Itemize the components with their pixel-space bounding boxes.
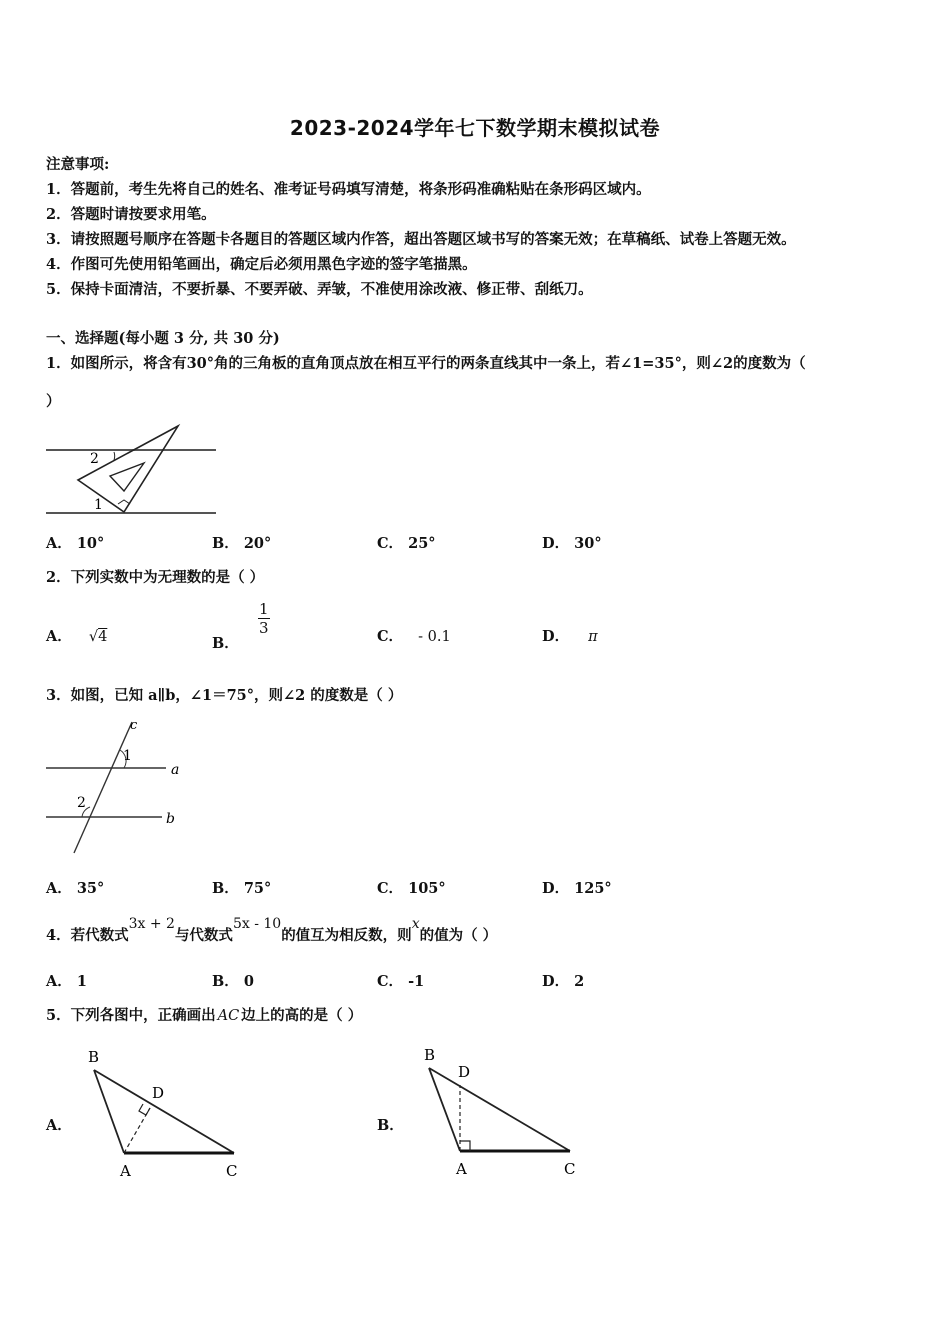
q3-option-a[interactable]: A． 35° bbox=[46, 880, 105, 897]
page-title: 2023-2024学年七下数学期末模拟试卷 bbox=[289, 116, 661, 140]
question-1-text: 1．如图所示，将含有30°角的三角板的直角顶点放在相互平行的两条直线其中一条上，若∠1=35°，则∠2的度数为（ bbox=[46, 355, 806, 372]
q3-line-c-label: c bbox=[130, 718, 138, 733]
question-1-text-cont: ） bbox=[46, 393, 61, 410]
question-3-text: 3．如图，已知 a∥b，∠1＝75°，则∠2 的度数是（ ） bbox=[46, 687, 403, 704]
notice-item-4: 4．作图可先使用铅笔画出，确定后必须用黑色字迹的签字笔描黑。 bbox=[46, 256, 477, 273]
q4-expr-1: 3x + 2 bbox=[128, 916, 175, 932]
notice-item-2: 2．答题时请按要求用笔。 bbox=[46, 206, 216, 223]
q2-option-c[interactable]: C． - 0.1 bbox=[377, 628, 451, 645]
question-4-text: 4．若代数式3x + 2与代数式5x - 10的值互为相反数，则x的值为（ ） bbox=[46, 916, 498, 944]
q3-option-d[interactable]: D． 125° bbox=[542, 880, 612, 897]
question-5-text: 5．下列各图中，正确画出 AC 边上的高的是（ ） bbox=[46, 1007, 363, 1024]
q5-figure-b bbox=[418, 1040, 588, 1180]
q5a-label-b: B bbox=[88, 1048, 100, 1066]
q2-option-a[interactable]: A． √4 bbox=[46, 628, 108, 645]
q1-angle-2-label: 2 bbox=[90, 451, 99, 467]
q1-option-a[interactable]: A． 10° bbox=[46, 535, 105, 552]
q5-figure-a bbox=[82, 1042, 252, 1182]
q5a-label-a: A bbox=[120, 1162, 131, 1180]
q3-line-a-label: a bbox=[171, 762, 180, 778]
question-1-figure bbox=[44, 420, 219, 516]
q1-angle-1-label: 1 bbox=[94, 497, 103, 513]
q3-option-c[interactable]: C． 105° bbox=[377, 880, 446, 897]
q4-variable: x bbox=[411, 916, 420, 932]
q5a-label-c: C bbox=[226, 1162, 238, 1180]
q4-option-d[interactable]: D． 2 bbox=[542, 973, 585, 990]
q5b-label-d: D bbox=[458, 1063, 471, 1081]
q1-option-c[interactable]: C． 25° bbox=[377, 535, 436, 552]
q4-option-a[interactable]: A． 1 bbox=[46, 973, 87, 990]
q1-option-d[interactable]: D． 30° bbox=[542, 535, 602, 552]
notice-item-1: 1．答题前，考生先将自己的姓名、准考证号码填写清楚，将条形码准确粘贴在条形码区域内。 bbox=[46, 181, 651, 198]
q2-option-b[interactable]: B． $\frac{1}{3}$ bbox=[212, 600, 269, 652]
q5b-label-b: B bbox=[424, 1046, 436, 1064]
q4-expr-2: 5x - 10 bbox=[232, 916, 282, 932]
q5a-label-d: D bbox=[152, 1084, 165, 1102]
q3-angle-1-label: 1 bbox=[123, 748, 132, 764]
notice-heading: 注意事项: bbox=[46, 156, 110, 173]
q4-option-b[interactable]: B． 0 bbox=[212, 973, 254, 990]
q5-option-a[interactable]: A． bbox=[46, 1117, 72, 1134]
question-2-text: 2．下列实数中为无理数的是（ ） bbox=[46, 569, 265, 586]
q2-option-d[interactable]: D． π bbox=[542, 628, 598, 645]
q3-angle-2-label: 2 bbox=[77, 795, 86, 811]
q1-option-b[interactable]: B． 20° bbox=[212, 535, 272, 552]
notice-item-5: 5．保持卡面清洁，不要折暴、不要弄破、弄皱，不准使用涂改液、修正带、刮纸刀。 bbox=[46, 281, 593, 298]
q3-line-b-label: b bbox=[166, 811, 175, 827]
q4-option-c[interactable]: C． -1 bbox=[377, 973, 425, 990]
q5b-label-a: A bbox=[456, 1160, 467, 1178]
section-heading: 一、选择题(每小题 3 分, 共 30 分) bbox=[46, 330, 280, 347]
q3-option-b[interactable]: B． 75° bbox=[212, 880, 272, 897]
question-3-figure bbox=[44, 716, 189, 858]
notice-item-3: 3．请按照题号顺序在答题卡各题目的答题区域内作答，超出答题区域书写的答案无效；在草稿纸、试卷上答题无效。 bbox=[46, 231, 796, 248]
q5-option-b[interactable]: B． bbox=[377, 1117, 404, 1134]
q5b-label-c: C bbox=[564, 1160, 576, 1178]
